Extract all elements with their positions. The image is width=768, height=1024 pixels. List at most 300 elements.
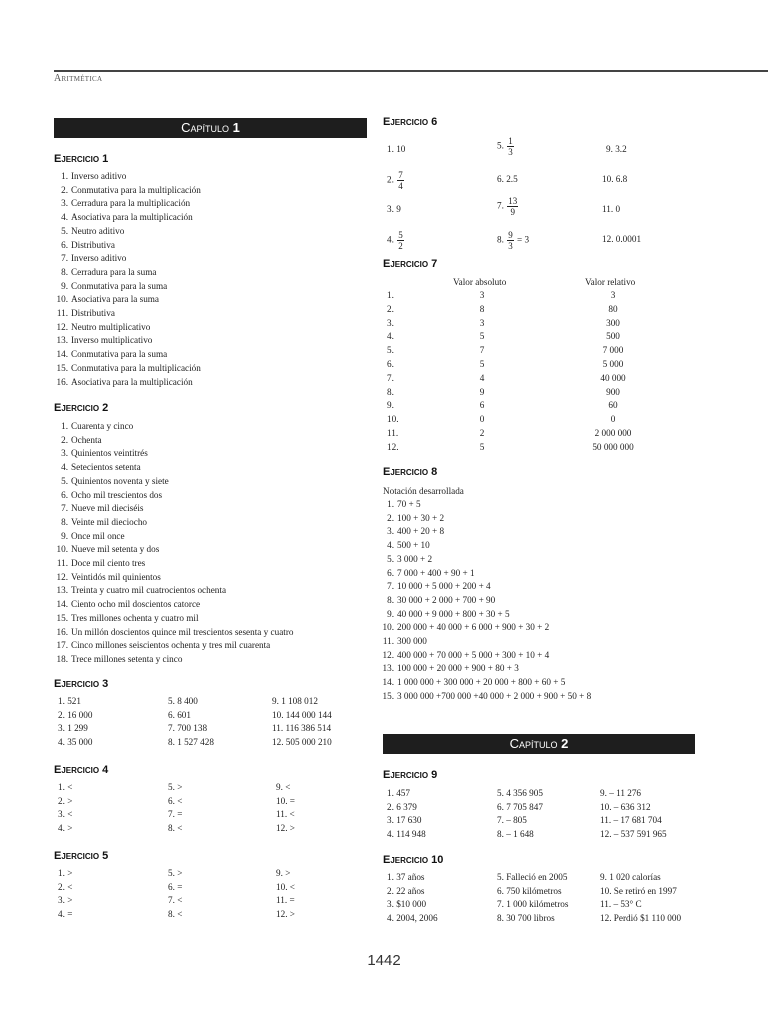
chapter-prefix: Capítulo <box>181 120 230 135</box>
item-text: Distributiva <box>71 308 115 319</box>
list-item <box>54 362 201 376</box>
absolute-value: 8 <box>479 303 485 314</box>
ejercicio-1-title: Ejercicio 1 <box>54 153 109 165</box>
grid-item: 3. 1 299 <box>58 723 88 734</box>
list-item <box>54 461 294 475</box>
list-item <box>380 621 591 635</box>
grid-item: 1. 457 <box>387 788 410 798</box>
grid-item: 9. 1 108 012 <box>272 696 318 706</box>
item-number: 1. <box>61 421 68 431</box>
item-number: 4. <box>61 462 68 473</box>
list-item <box>380 690 591 704</box>
item-number: 2. <box>61 184 68 195</box>
list-item <box>54 639 294 653</box>
item-text: 100 + 30 + 2 <box>397 512 445 523</box>
item-text: Inverso aditivo <box>71 253 127 264</box>
list-item <box>380 512 591 526</box>
item-text: Conmutativa para la suma <box>71 349 168 360</box>
list-item <box>54 376 201 390</box>
ejercicio-8-list <box>380 498 591 704</box>
ej6-item-6: 6. 2.5 <box>497 174 518 184</box>
item-number: 13. <box>56 585 68 596</box>
list-item <box>54 489 294 503</box>
row-index: 3. <box>387 317 394 328</box>
item-text: Inverso aditivo <box>71 171 127 181</box>
relative-value: 5 000 <box>602 359 624 369</box>
item-number: 11. <box>56 308 68 319</box>
item-number: 9. <box>61 530 68 541</box>
absolute-value: 9 <box>479 386 485 397</box>
grid-item: 4. > <box>58 823 73 834</box>
list-item <box>54 557 294 571</box>
item-text: Nueve mil dieciséis <box>71 503 144 514</box>
grid-item: 5. > <box>168 868 183 878</box>
item-number: 2. <box>61 434 68 445</box>
grid-item: 5. > <box>168 782 183 792</box>
grid-item: 10. 144 000 144 <box>272 709 332 720</box>
list-item <box>380 498 591 512</box>
ejercicio-3-grid <box>58 696 358 752</box>
item-number: 1. <box>387 499 394 509</box>
item-number: 14. <box>56 349 68 360</box>
ejercicio-10-grid <box>387 872 697 928</box>
list-item <box>54 321 201 335</box>
item-text: 300 000 <box>397 636 427 647</box>
item-number: 14. <box>382 677 394 688</box>
row-index: 1. <box>387 290 394 300</box>
item-text: Ochenta <box>71 434 102 445</box>
row-index: 8. <box>387 386 394 397</box>
grid-item: 11. – 53° C <box>600 899 642 910</box>
list-item <box>380 567 591 581</box>
relative-value: 50 000 000 <box>592 441 634 452</box>
item-text: Conmutativa para la suma <box>71 280 168 291</box>
fraction <box>397 230 404 251</box>
list-item <box>54 516 294 530</box>
grid-item: 4. 35 000 <box>58 737 93 748</box>
chapter-number: 1 <box>232 120 240 135</box>
ej6-item-7 <box>497 196 519 217</box>
ejercicio-8-title: Ejercicio 8 <box>383 466 438 478</box>
grid-item: 8. < <box>168 823 183 834</box>
item-number: 6. <box>387 567 394 578</box>
list-item <box>380 676 591 690</box>
relative-value: 2 000 000 <box>594 428 632 438</box>
grid-item: 1. > <box>58 868 73 878</box>
item-number: 8. <box>387 594 394 605</box>
item-text: Trece millones setenta y cinco <box>71 653 183 664</box>
list-item <box>54 571 294 585</box>
list-item <box>54 598 294 612</box>
grid-item: 6. 7 705 847 <box>497 801 543 812</box>
ejercicio-2-list <box>54 420 294 667</box>
item-text: Distributiva <box>71 239 115 250</box>
list-item <box>54 170 201 184</box>
item-text: Asociativa para la multiplicación <box>71 376 193 387</box>
chapter-number: 2 <box>561 736 569 751</box>
item-number: 15. <box>56 362 68 373</box>
grid-item: 8. – 1 648 <box>497 829 534 840</box>
item-number: 9. <box>387 608 394 619</box>
list-item <box>380 608 591 622</box>
item-text: Treinta y cuatro mil cuatrocientos ochenta <box>71 585 227 596</box>
ejercicio-4-title: Ejercicio 4 <box>54 764 109 776</box>
column-header-absolute: Valor absoluto <box>453 277 507 287</box>
grid-item: 7. 700 138 <box>168 723 208 734</box>
item-text: Ciento ocho mil doscientos catorce <box>71 599 201 610</box>
item-number: 15. <box>56 612 68 623</box>
list-item <box>54 307 201 321</box>
grid-item: 1. 521 <box>58 696 81 706</box>
list-item <box>54 502 294 516</box>
item-text: Conmutativa para la multiplicación <box>71 184 201 195</box>
grid-item: 8. < <box>168 909 183 920</box>
grid-item: 1. < <box>58 782 73 792</box>
item-number: 6. <box>61 239 68 250</box>
relative-value: 0 <box>610 414 616 425</box>
list-item <box>380 553 591 567</box>
item-text: 70 + 5 <box>397 499 421 509</box>
item-number: 5. <box>61 475 68 486</box>
grid-item: 6. 750 kilómetros <box>497 885 562 896</box>
list-item <box>380 662 591 676</box>
item-text: Tres millones ochenta y cuatro mil <box>71 612 199 623</box>
item-number: 9. <box>61 280 68 291</box>
list-item <box>54 197 201 211</box>
absolute-value: 5 <box>479 441 485 452</box>
item-text: 100 000 + 20 000 + 900 + 80 + 3 <box>397 663 519 674</box>
grid-item: 7. – 805 <box>497 815 527 826</box>
list-item <box>54 626 294 640</box>
ejercicio-2-title: Ejercicio 2 <box>54 402 109 414</box>
item-number: 12. <box>56 571 68 582</box>
item-text: Doce mil ciento tres <box>71 558 146 569</box>
item-number: 4. <box>61 212 68 223</box>
ej6-item-4 <box>387 230 405 251</box>
item-text: Veinte mil dieciocho <box>71 516 148 527</box>
row-index: 6. <box>387 359 394 369</box>
grid-item: 5. 4 356 905 <box>497 788 543 798</box>
ej6-item-10: 10. 6.8 <box>602 174 628 184</box>
ej6-item-1: 1. 10 <box>387 144 406 154</box>
ejercicio-5-grid <box>58 868 358 924</box>
item-number: 7. <box>61 503 68 514</box>
list-item <box>54 612 294 626</box>
item-text: Neutro multiplicativo <box>71 321 151 332</box>
item-number: 12. <box>382 649 394 660</box>
grid-item: 10. Se retiró en 1997 <box>600 885 677 896</box>
item-number: 3. <box>61 198 68 209</box>
denominator: 9 <box>510 207 515 217</box>
item-number: 8. <box>61 516 68 527</box>
item-number: 12. <box>56 321 68 332</box>
ej6-item-3: 3. 9 <box>387 204 401 214</box>
item-text: 10 000 + 5 000 + 200 + 4 <box>397 581 491 592</box>
grid-item: 2. 22 años <box>387 885 425 896</box>
list-item <box>54 434 294 448</box>
grid-item: 10. = <box>276 795 295 806</box>
grid-item: 3. 17 630 <box>387 815 422 826</box>
grid-item: 9. 1 020 calorías <box>600 872 661 882</box>
grid-item: 2. > <box>58 795 73 806</box>
list-item <box>380 649 591 663</box>
grid-item: 12. Perdió $1 110 000 <box>600 913 682 924</box>
ejercicio-8-subtitle: Notación desarrollada <box>383 486 464 496</box>
row-index: 4. <box>387 331 394 342</box>
item-text: Conmutativa para la multiplicación <box>71 362 201 373</box>
item-text: Nueve mil setenta y dos <box>71 544 160 555</box>
ejercicio-6-title: Ejercicio 6 <box>383 116 438 128</box>
item-number: 16. <box>56 626 68 637</box>
ej6-item-5-label: 5. <box>497 140 504 151</box>
numerator: 7 <box>398 170 403 180</box>
ej6-item-11: 11. 0 <box>602 204 621 214</box>
item-text: Setecientos setenta <box>71 462 141 473</box>
item-text: Cuarenta y cinco <box>71 421 134 431</box>
absolute-value: 4 <box>479 372 485 383</box>
row-index: 7. <box>387 372 394 383</box>
grid-item: 1. 37 años <box>387 872 425 882</box>
item-text: 400 + 20 + 8 <box>397 526 445 537</box>
absolute-value: 3 <box>479 317 485 328</box>
item-text: Neutro aditivo <box>71 225 125 236</box>
item-text: Quinientos veintitrés <box>71 448 148 459</box>
grid-item: 11. = <box>276 895 295 906</box>
grid-item: 4. = <box>58 909 73 920</box>
grid-item: 7. < <box>168 895 183 906</box>
item-number: 4. <box>387 540 394 551</box>
list-item <box>54 447 294 461</box>
absolute-value: 5 <box>479 359 485 369</box>
ej6-item-7-label: 7. <box>497 200 504 211</box>
grid-item: 8. 1 527 428 <box>168 737 214 748</box>
grid-item: 6. = <box>168 881 183 892</box>
row-index: 2. <box>387 303 394 314</box>
grid-item: 6. < <box>168 795 183 806</box>
row-index: 9. <box>387 400 394 411</box>
item-number: 13. <box>382 663 394 674</box>
item-number: 10. <box>56 294 68 305</box>
item-text: Asociativa para la multiplicación <box>71 212 193 223</box>
grid-item: 2. 16 000 <box>58 709 93 720</box>
relative-value: 60 <box>608 400 618 411</box>
item-text: 7 000 + 400 + 90 + 1 <box>397 567 475 578</box>
relative-value: 500 <box>606 331 620 342</box>
ejercicio-7-title: Ejercicio 7 <box>383 258 438 270</box>
row-index: 12. <box>387 441 399 452</box>
item-number: 17. <box>56 640 68 651</box>
list-item <box>380 539 591 553</box>
list-item <box>380 594 591 608</box>
grid-item: 11. < <box>276 809 295 820</box>
list-item <box>380 635 591 649</box>
item-number: 15. <box>382 690 394 701</box>
item-text: Veintidós mil quinientos <box>71 571 161 582</box>
item-number: 7. <box>387 581 394 592</box>
ejercicio-5-title: Ejercicio 5 <box>54 850 109 862</box>
item-text: Once mil once <box>71 530 125 541</box>
grid-item: 7. 1 000 kilómetros <box>497 899 569 910</box>
item-number: 16. <box>56 376 68 387</box>
numerator: 9 <box>508 230 513 240</box>
header-rule <box>54 70 768 72</box>
ej6-item-5 <box>497 136 515 157</box>
item-text: 3 000 000 +700 000 +40 000 + 2 000 + 900 + 50 + 8 <box>397 690 592 701</box>
grid-item: 12. > <box>276 909 295 920</box>
ej6-item-4-label: 4. <box>387 234 394 245</box>
relative-value: 3 <box>610 290 616 300</box>
grid-item: 3. $10 000 <box>387 899 427 910</box>
list-item <box>54 293 201 307</box>
grid-item: 3. < <box>58 809 73 820</box>
item-text: 200 000 + 40 000 + 6 000 + 900 + 30 + 2 <box>397 622 550 633</box>
item-number: 1. <box>61 171 68 181</box>
fraction <box>507 230 514 251</box>
grid-item: 9. < <box>276 782 291 792</box>
item-number: 6. <box>61 489 68 500</box>
absolute-value: 7 <box>479 345 485 356</box>
list-item <box>54 280 201 294</box>
absolute-value: 5 <box>479 331 485 342</box>
item-text: Un millón doscientos quince mil trescientos sesenta y cuatro <box>71 626 294 637</box>
list-item <box>54 252 201 266</box>
grid-item: 9. > <box>276 868 291 878</box>
item-number: 3. <box>61 448 68 459</box>
row-index: 10. <box>387 414 399 425</box>
item-number: 5. <box>61 225 68 236</box>
numerator: 5 <box>398 230 403 240</box>
item-number: 13. <box>56 335 68 346</box>
item-number: 11. <box>382 636 394 647</box>
list-item <box>54 239 201 253</box>
ej6-item-12: 12. 0.0001 <box>602 234 642 244</box>
ejercicio-1-list <box>54 170 201 389</box>
grid-item: 12. 505 000 210 <box>272 737 332 748</box>
ej6-item-9: 9. 3.2 <box>606 144 627 154</box>
item-number: 14. <box>56 599 68 610</box>
item-number: 10. <box>56 544 68 555</box>
list-item <box>54 530 294 544</box>
item-text: Cinco millones seiscientos ochenta y tres mil cuarenta <box>71 640 271 651</box>
row-index: 11. <box>387 428 399 438</box>
numerator: 13 <box>508 196 518 206</box>
page-number: 1442 <box>367 952 401 969</box>
list-item <box>54 211 201 225</box>
absolute-value: 0 <box>479 414 485 425</box>
grid-item: 5. Falleció en 2005 <box>497 872 568 882</box>
row-index: 5. <box>387 345 394 356</box>
item-text: Quinientos noventa y siete <box>71 475 169 486</box>
grid-item: 12. > <box>276 823 295 834</box>
item-text: 1 000 000 + 300 000 + 20 000 + 800 + 60 + 5 <box>397 677 566 688</box>
list-item <box>380 580 591 594</box>
relative-value: 7 000 <box>602 345 624 356</box>
fraction <box>507 136 514 157</box>
item-text: 500 + 10 <box>397 540 430 551</box>
grid-item: 11. 116 386 514 <box>272 723 332 734</box>
grid-item: 7. = <box>168 809 183 820</box>
grid-item: 3. > <box>58 895 73 906</box>
list-item <box>54 348 201 362</box>
list-item <box>54 184 201 198</box>
numerator: 1 <box>508 136 513 146</box>
list-item <box>54 420 294 434</box>
absolute-value: 3 <box>479 290 485 300</box>
ejercicio-9-grid <box>387 788 697 844</box>
item-number: 7. <box>61 253 68 264</box>
list-item <box>54 543 294 557</box>
item-text: 400 000 + 70 000 + 5 000 + 300 + 10 + 4 <box>397 649 550 660</box>
denominator: 3 <box>508 147 513 157</box>
item-text: Inverso multiplicativo <box>71 335 153 346</box>
ejercicio-7-table <box>387 277 687 457</box>
ejercicio-10-title: Ejercicio 10 <box>383 854 444 866</box>
list-item <box>54 334 201 348</box>
item-number: 10. <box>382 622 394 633</box>
list-item <box>54 475 294 489</box>
relative-value: 300 <box>606 317 620 328</box>
item-text: Cerradura para la multiplicación <box>71 198 191 209</box>
ej6-item-8-label: 8. <box>497 234 504 245</box>
grid-item: 11. – 17 681 704 <box>600 815 662 826</box>
list-item <box>54 225 201 239</box>
item-number: 8. <box>61 266 68 277</box>
chapter-2-banner <box>383 734 695 754</box>
chapter-prefix: Capítulo <box>509 736 558 751</box>
ejercicio-3-title: Ejercicio 3 <box>54 678 109 690</box>
item-text: Cerradura para la suma <box>71 266 157 277</box>
grid-item: 10. < <box>276 881 295 892</box>
list-item <box>54 266 201 280</box>
item-number: 2. <box>387 512 394 523</box>
ejercicio-6-grid <box>387 134 697 259</box>
item-text: 3 000 + 2 <box>397 553 433 564</box>
item-text: Asociativa para la suma <box>71 294 160 305</box>
item-number: 18. <box>56 653 68 664</box>
grid-item: 9. – 11 276 <box>600 788 642 798</box>
list-item <box>54 584 294 598</box>
fraction <box>397 170 404 191</box>
denominator: 4 <box>398 181 403 191</box>
list-item <box>54 653 294 667</box>
ej6-item-2-label: 2. <box>387 174 394 185</box>
relative-value: 40 000 <box>600 372 626 383</box>
ej6-item-2 <box>387 170 405 191</box>
item-number: 11. <box>56 558 68 569</box>
ejercicio-4-grid <box>58 782 358 838</box>
grid-item: 12. – 537 591 965 <box>600 829 667 840</box>
item-text: 40 000 + 9 000 + 800 + 30 + 5 <box>397 608 510 619</box>
item-number: 5. <box>387 553 394 564</box>
grid-item: 8. 30 700 libros <box>497 913 555 924</box>
chapter-1-banner <box>54 118 367 138</box>
section-header: Aritmética <box>54 73 103 84</box>
denominator: 3 <box>508 241 513 251</box>
denominator: 2 <box>398 241 403 251</box>
grid-item: 2. < <box>58 881 73 892</box>
item-text: 30 000 + 2 000 + 700 + 90 <box>397 594 496 605</box>
list-item <box>380 525 591 539</box>
grid-item: 4. 114 948 <box>387 829 426 840</box>
absolute-value: 6 <box>479 400 485 411</box>
grid-item: 10. – 636 312 <box>600 801 651 812</box>
absolute-value: 2 <box>479 428 485 438</box>
fraction <box>507 196 518 217</box>
grid-item: 4. 2004, 2006 <box>387 913 438 924</box>
item-number: 3. <box>387 526 394 537</box>
relative-value: 900 <box>606 386 620 397</box>
ej6-item-8-eq: = 3 <box>516 234 530 245</box>
